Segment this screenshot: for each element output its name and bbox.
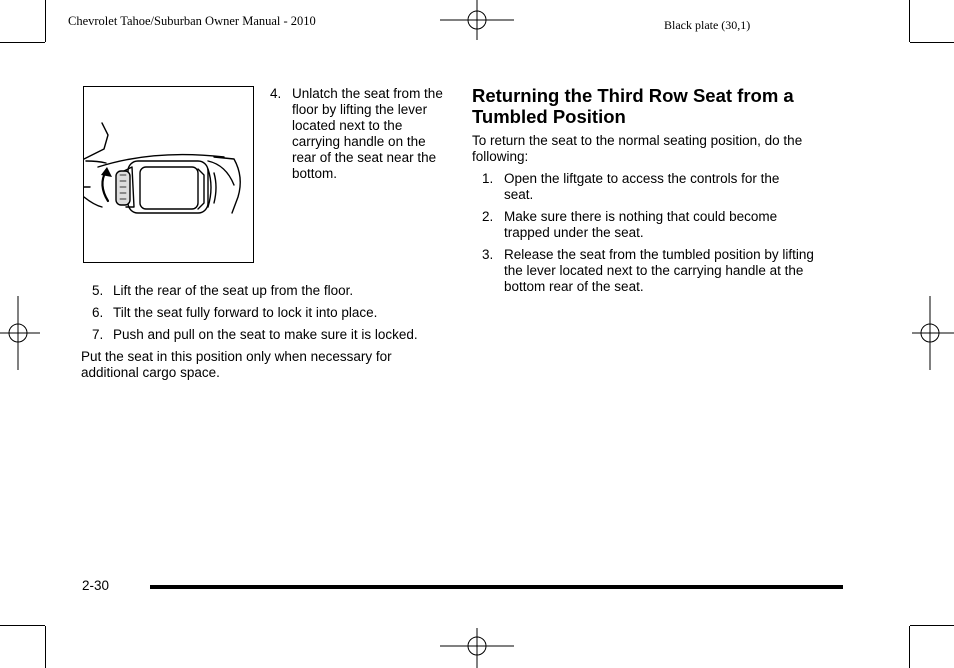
step-4-number: 4. xyxy=(270,86,282,101)
step-text: Lift the rear of the seat up from the floor. xyxy=(113,283,354,298)
page-number: 2-30 xyxy=(82,578,110,593)
step-3 xyxy=(482,247,832,295)
section-intro: To return the seat to the normal seating position, do the following: xyxy=(472,133,803,164)
step-text: Release the seat from the tumbled position by lifting the lever located next to the carrying handle at the bottom rear of the seat. xyxy=(504,247,814,294)
registration-mark-right xyxy=(912,296,954,370)
crop-mark xyxy=(909,626,910,668)
step-4 xyxy=(270,86,448,182)
step-5 xyxy=(92,283,452,299)
registration-mark-top xyxy=(440,0,514,40)
step-number: 7. xyxy=(92,327,104,342)
plate-label: Black plate (30,1) xyxy=(664,18,751,32)
step-1 xyxy=(482,171,832,203)
step-text: Open the liftgate to access the controls for the seat. xyxy=(504,171,780,202)
step-text: Make sure there is nothing that could become trapped under the seat. xyxy=(504,209,778,240)
step-2 xyxy=(482,209,832,241)
step-number: 6. xyxy=(92,305,104,320)
crop-mark xyxy=(0,42,45,43)
step-number: 1. xyxy=(482,171,494,186)
step-text: Tilt the seat fully forward to lock it into place. xyxy=(113,305,378,320)
step-number: 5. xyxy=(92,283,104,298)
crop-mark xyxy=(909,0,910,42)
manual-title: Chevrolet Tahoe/Suburban Owner Manual - 2010 xyxy=(68,14,316,28)
left-steps-list xyxy=(92,283,452,343)
crop-mark xyxy=(910,625,954,626)
footer-rule xyxy=(150,585,843,589)
step-4-text: Unlatch the seat from the floor by lifting the lever located next to the carrying handle on the rear of the seat near the bottom. xyxy=(292,86,443,181)
step-number: 3. xyxy=(482,247,494,262)
right-steps-list xyxy=(482,171,832,295)
step-number: 2. xyxy=(482,209,494,224)
step-7 xyxy=(92,327,452,343)
cargo-note: Put the seat in this position only when necessary for additional cargo space. xyxy=(81,349,392,380)
registration-mark-left xyxy=(0,296,40,370)
section-heading: Returning the Third Row Seat from a Tumbled Position xyxy=(472,85,794,127)
crop-mark xyxy=(0,625,45,626)
crop-mark xyxy=(45,0,46,42)
registration-mark-bottom xyxy=(440,628,514,668)
step-text: Push and pull on the seat to make sure it is locked. xyxy=(113,327,418,342)
step-6 xyxy=(92,305,452,321)
crop-mark xyxy=(45,626,46,668)
seat-lever-figure xyxy=(83,86,254,263)
seat-lever-illustration-icon xyxy=(84,87,253,262)
crop-mark xyxy=(910,42,954,43)
